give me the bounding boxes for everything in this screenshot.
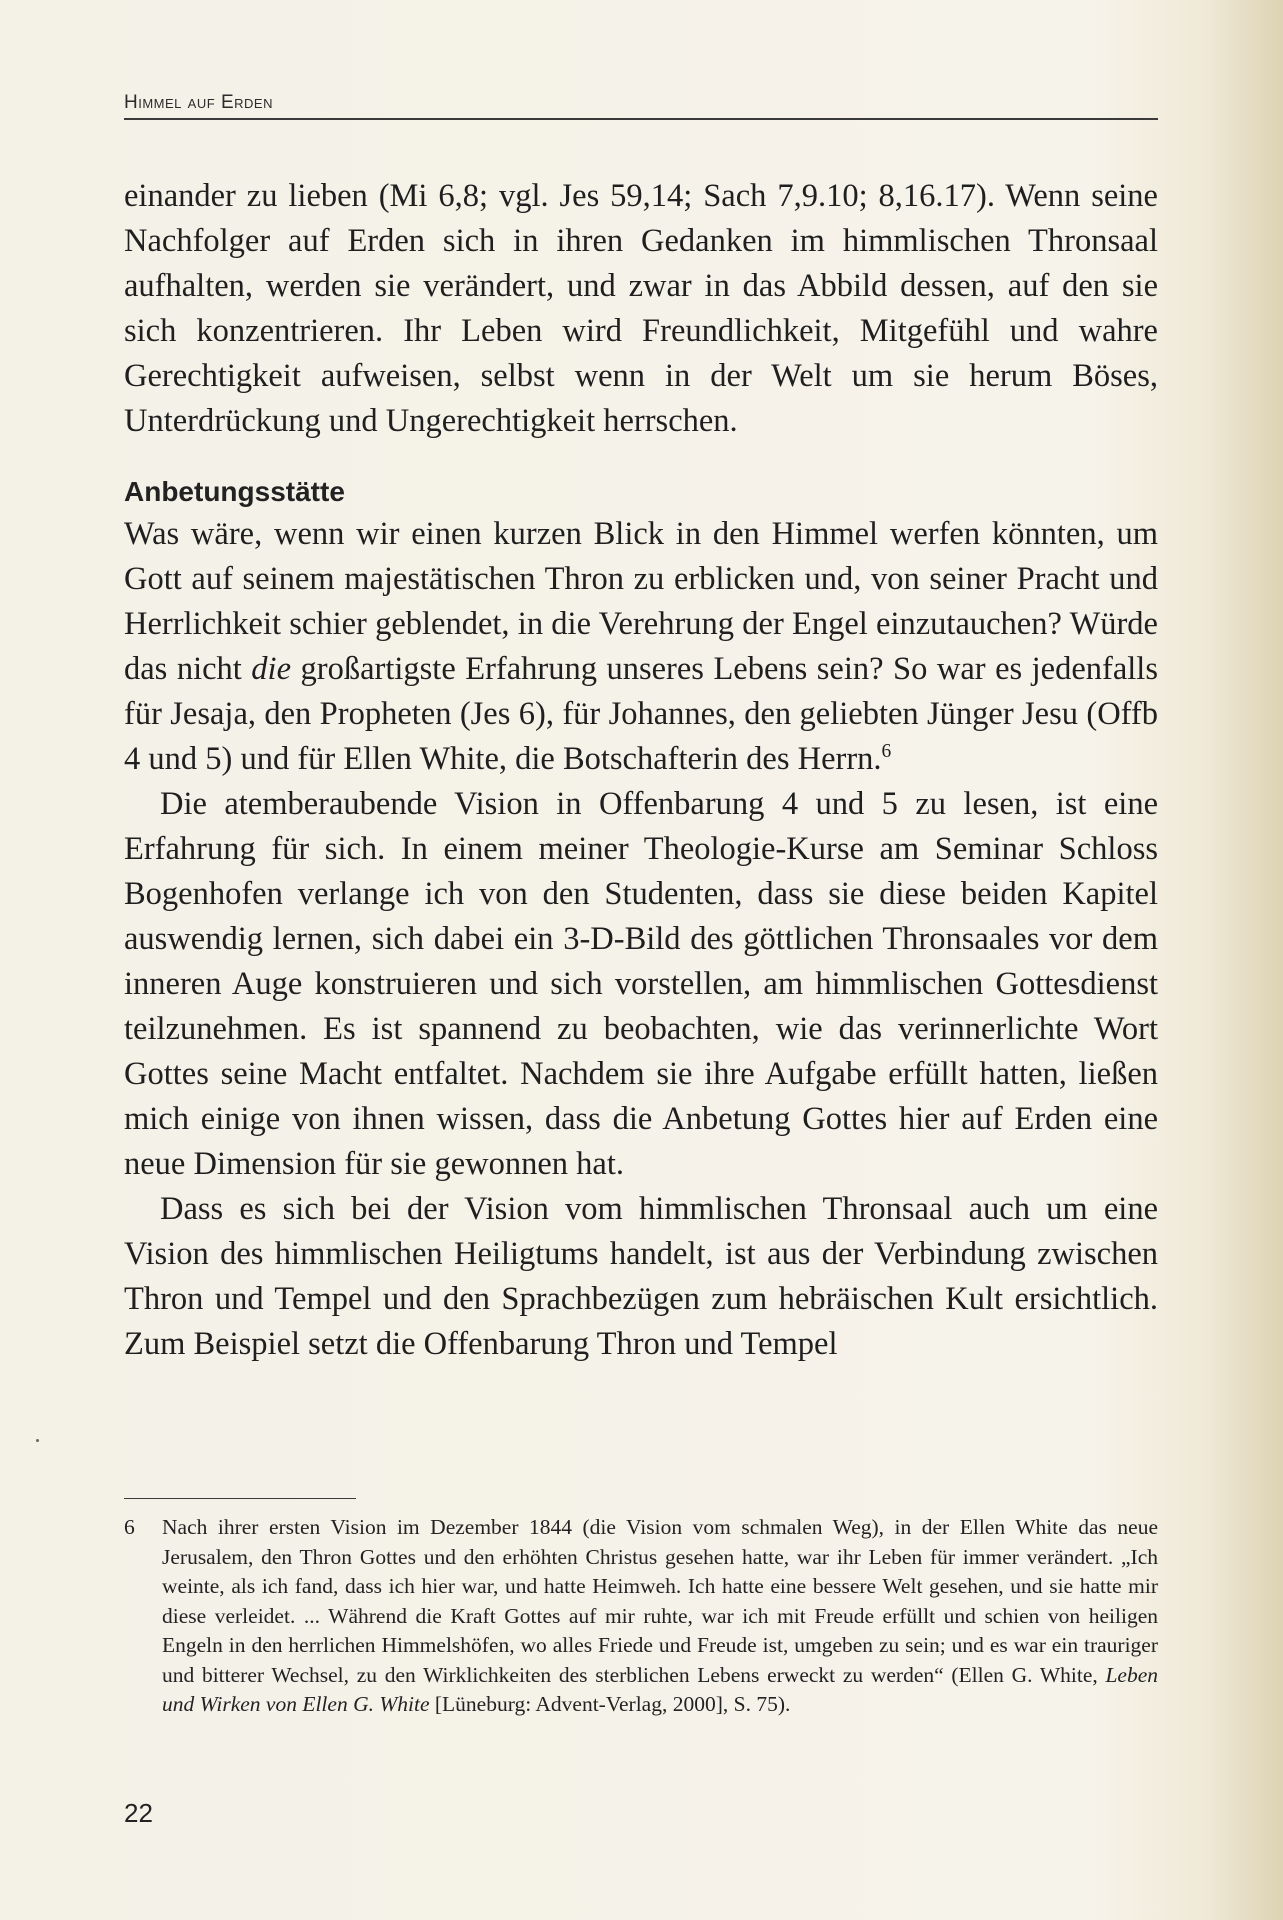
footnote-reference: 6 [881, 741, 892, 763]
footnote-rule [124, 1498, 356, 1499]
paragraph-2: Die atemberaubende Vision in Offenbarung 4 und 5 zu lesen, ist eine Erfahrung für sich. In einem meiner Theologie-Kurse am Seminar Schloss Bogenhofen verlange ich von den Studenten, dass sie diese beiden Kapitel auswendig lernen, sich dabei ein 3-D-Bild des göttlichen Thronsaales vor dem inneren Auge konstruieren und sich vorstellen, am himmlischen Gottesdienst teilzunehmen. Es ist spannend zu beobachten, wie das verinnerlichte Wort Gottes seine Macht entfaltet. Nachdem sie ihre Aufgabe erfüllt hatten, ließen mich einige von ihnen wissen, dass die Anbetung Gottes hier auf Erden eine neue Dimension für sie gewonnen hat. [124, 786, 1158, 1182]
paragraph-3: Dass es sich bei der Vision vom himmlischen Thronsaal auch um eine Vision des himmlischen Heiligtums handelt, ist aus der Verbindung zwischen Thron und Tempel und den Sprachbezügen zum hebräischen Kult ersichtlich. Zum Beispiel setzt die Offenbarung Thron und Tempel [124, 1191, 1158, 1362]
running-head: Himmel auf Erden [124, 92, 273, 113]
footnote-text: Nach ihrer ersten Vision im Dezember 1844 (die Vision vom schmalen Weg), in der Ellen White das neue Jerusalem, den Thron Gottes und den erhöhten Christus gesehen hatte, war ihr Leben für immer verändert. „Ich weinte, als ich fand, dass ich hier war, und hatte Heimweh. Ich hatte eine bessere Welt gesehen, und sie hatte mir diese verleidet. ... Während die Kraft Gottes auf mir ruhte, war ich mit Freude erfüllt und schien von heiligen Engeln in den herrlichen Himmelshöfen, wo alles Friede und Freude ist, umgeben zu sein; und es war ein trauriger und bitterer Wechsel, zu den Wirklichkeiten des sterblichen Lebens erweckt zu werden“ (Ellen G. White, Leben und Wirken von Ellen G. White [Lüneburg: Advent-Verlag, 2000], S. 75). [162, 1515, 1158, 1716]
body-text [124, 174, 1158, 1367]
footnote [124, 1513, 1158, 1720]
section-heading: Anbetungsstätte [124, 476, 345, 507]
header-rule [124, 118, 1158, 120]
footnote-number: 6 [124, 1515, 135, 1539]
page-number: 22 [124, 1798, 153, 1828]
paragraph-1: Was wäre, wenn wir einen kurzen Blick in den Himmel werfen könnten, um Gott auf seinem majestätischen Thron zu erblicken und, von seiner Pracht und Herrlichkeit schier geblendet, in die Verehrung der Engel einzutauchen? Würde das nicht die großartigste Erfahrung unseres Lebens sein? So war es jedenfalls für Jesaja, den Propheten (Jes 6), für Johannes, den geliebten Jünger Jesu (Offb 4 und 5) und für Ellen White, die Botschafterin des Herrn.$^6$ [124, 516, 1158, 777]
paragraph-continued: einander zu lieben (Mi 6,8; vgl. Jes 59,14; Sach 7,9.10; 8,16.17). Wenn seine Nachfolger auf Erden sich in ihren Gedanken im himmlischen Thronsaal aufhalten, werden sie verändert, und zwar in das Abbild dessen, auf den sie sich konzentrieren. Ihr Leben wird Freundlichkeit, Mitgefühl und wahre Gerechtigkeit aufweisen, selbst wenn in der Welt um sie herum Böses, Unterdrückung und Ungerechtigkeit herrschen. [124, 178, 1158, 439]
scan-speck [36, 1439, 39, 1442]
